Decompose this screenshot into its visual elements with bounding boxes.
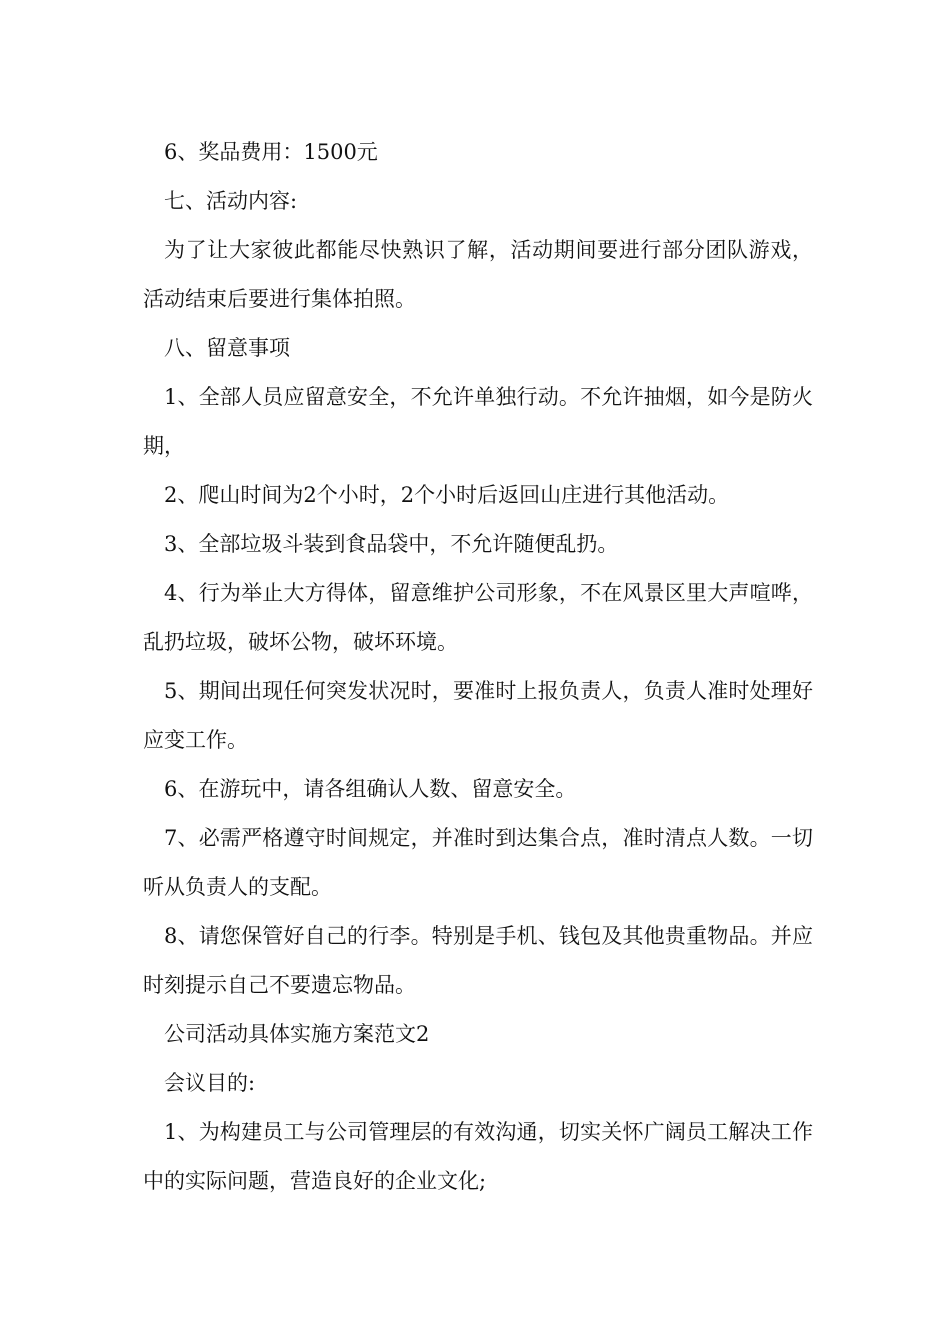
paragraph-precaution-1: 1、全部人员应留意安全，不允许单独行动。不允许抽烟，如今是防火期， — [143, 385, 813, 458]
heading-precautions: 八、留意事项 — [164, 336, 290, 360]
document-body — [143, 128, 813, 1206]
paragraph-precaution-5: 5、期间出现任何突发状况时，要准时上报负责人，负责人准时处理好应变工作。 — [143, 679, 813, 752]
heading-meeting-purpose: 会议目的: — [164, 1071, 256, 1095]
paragraph-precaution-2: 2、爬山时间为2个小时，2个小时后返回山庄进行其他活动。 — [164, 483, 730, 507]
paragraph-precaution-8: 8、请您保管好自己的行李。特别是手机、钱包及其他贵重物品。并应时刻提示自己不要遗忘物品。 — [143, 924, 813, 997]
paragraph-precaution-4: 4、行为举止大方得体，留意维护公司形象，不在风景区里大声喧哗，乱扔垃圾，破坏公物，破坏环境。 — [143, 581, 813, 654]
heading-sample-2: 公司活动具体实施方案范文2 — [164, 1022, 430, 1046]
paragraph-precaution-7: 7、必需严格遵守时间规定，并准时到达集合点，准时清点人数。一切听从负责人的支配。 — [143, 826, 813, 899]
paragraph-precaution-3: 3、全部垃圾斗装到食品袋中，不允许随便乱扔。 — [164, 532, 619, 556]
paragraph-prize-cost: 6、奖品费用：1500元 — [164, 140, 378, 164]
paragraph-meeting-purpose-1: 1、为构建员工与公司管理层的有效沟通，切实关怀广阔员工解决工作中的实际问题，营造良好的企业文化; — [143, 1120, 813, 1193]
paragraph-precaution-6: 6、在游玩中，请各组确认人数、留意安全。 — [164, 777, 577, 801]
paragraph-activity-description: 为了让大家彼此都能尽快熟识了解，活动期间要进行部分团队游戏，活动结束后要进行集体拍照。 — [143, 238, 813, 311]
heading-activity-content: 七、活动内容: — [164, 189, 298, 213]
